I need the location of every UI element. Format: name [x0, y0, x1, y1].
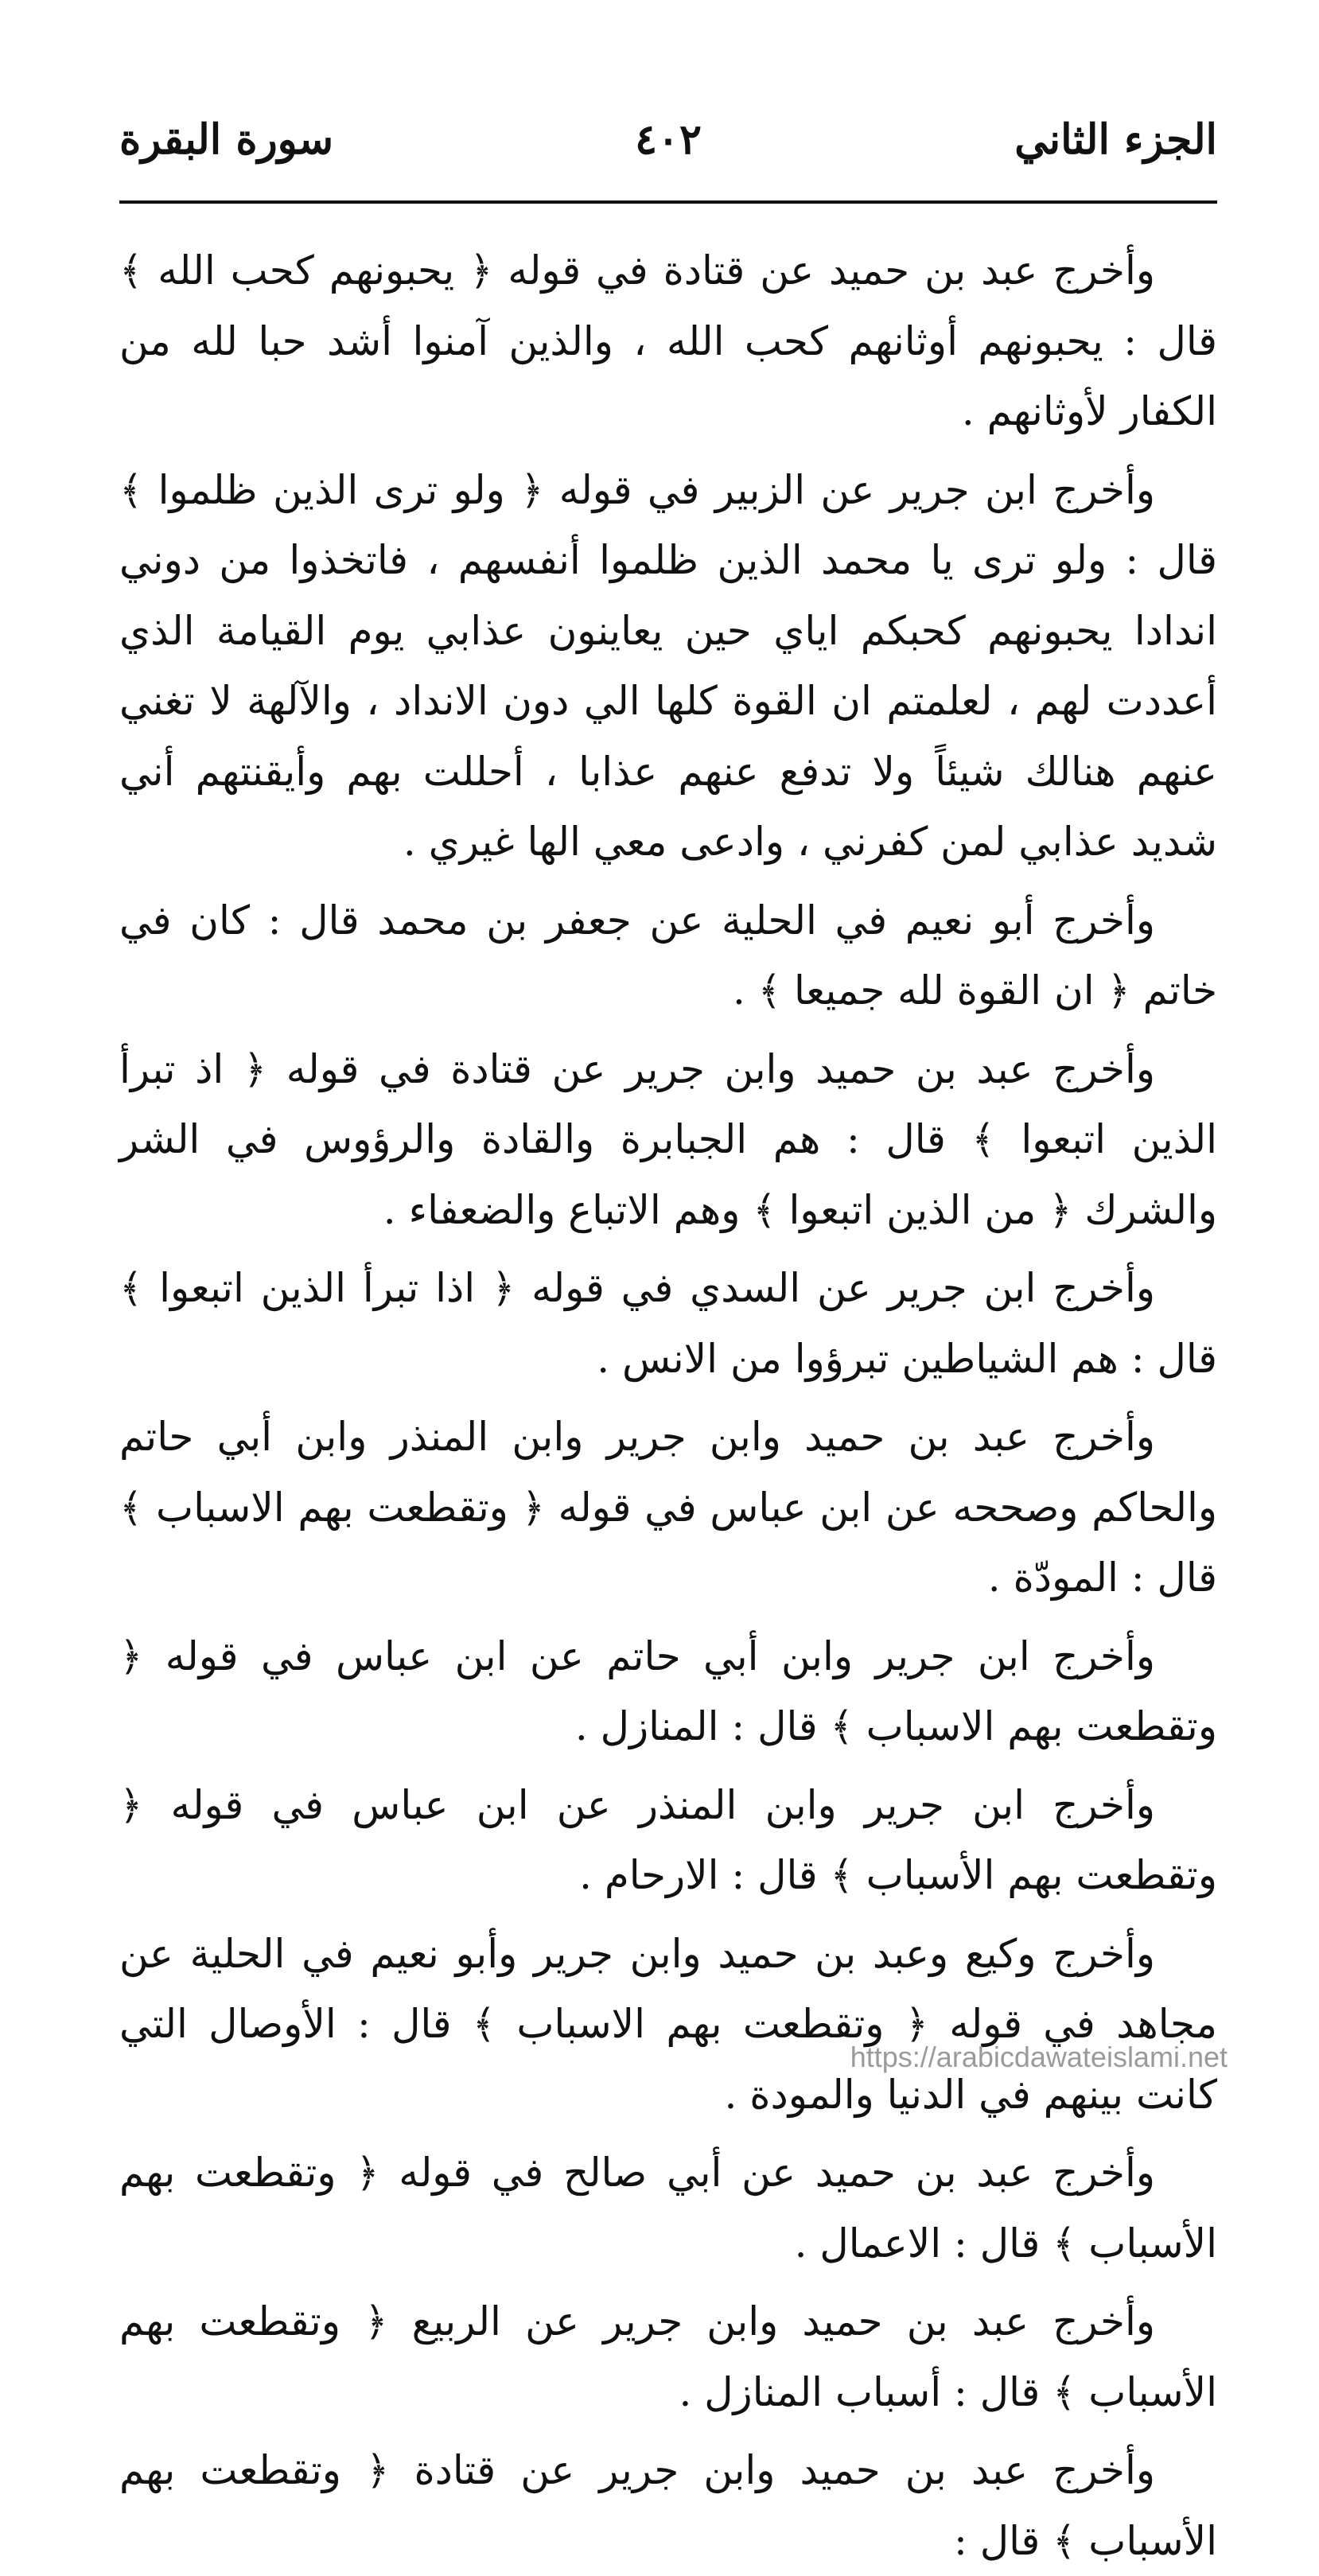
paragraph: وأخرج ابن جرير وابن أبي حاتم عن ابن عباس في قوله ﴿ وتقطعت بهم الاسباب ﴾ قال : المنازل . [119, 1632, 1217, 1749]
paragraph: وأخرج عبد بن حميد وابن جرير وابن المنذر وابن أبي حاتم والحاكم وصححه عن ابن عباس في قوله ﴿ وتقطعت بهم الاسباب ﴾ قال : المودّة . [119, 1414, 1217, 1601]
paragraph: وأخرج أبو نعيم في الحلية عن جعفر بن محمد قال : كان في خاتم ﴿ ان القوة لله جميعا ﴾ . [119, 897, 1217, 1014]
header-rule [119, 200, 1217, 204]
paragraph: وأخرج ابن جرير عن الزبير في قوله ﴿ ولو ترى الذين ظلموا ﴾ قال : ولو ترى يا محمد الذين ظلموا أنفسهم ، فاتخذوا من دوني اندادا يحبونهم كحبكم اياي حين يعاينون عذابي يوم القيامة الذي أعددت لهم ، لعلمتم ان القوة كلها الي دون الانداد ، والآلهة لا تغني عنهم هنالك شيئاً ولا تدفع عنهم عذابا ، أحللت بهم وأيقنتهم أني شديد عذابي لمن كفرني ، وادعى معي الها غيري . [119, 466, 1217, 865]
page-body [119, 235, 1217, 2576]
paragraph: وأخرج عبد بن حميد وابن جرير عن قتادة في قوله ﴿ اذ تبرأ الذين اتبعوا ﴾ قال : هم الجبابرة والقادة والرؤوس في الشر والشرك ﴿ من الذين اتبعوا ﴾ وهم الاتباع والضعفاء . [119, 1045, 1217, 1233]
page-number: ٤٠٢ [635, 115, 702, 164]
paragraph: وأخرج عبد بن حميد عن قتادة في قوله ﴿ يحبونهم كحب الله ﴾ قال : يحبونهم أوثانهم كحب الله ، والذين آمنوا أشد حبا لله من الكفار لأوثانهم . [119, 247, 1217, 434]
paragraph: وأخرج ابن جرير وابن المنذر عن ابن عباس في قوله ﴿ وتقطعت بهم الأسباب ﴾ قال : الارحام . [119, 1781, 1217, 1898]
surah-title: سورة البقرة [119, 115, 334, 164]
paragraph: وأخرج وكيع وعبد بن حميد وابن جرير وأبو نعيم في الحلية عن مجاهد في قوله ﴿ وتقطعت بهم الاسباب ﴾ قال : الأوصال التي كانت بينهم في الدنيا والمودة . [119, 1930, 1217, 2118]
watermark-url: https://arabicdawateislami.net [850, 2041, 1228, 2073]
paragraph: وأخرج عبد بن حميد وابن جرير عن قتادة ﴿ وتقطعت بهم الأسباب ﴾ قال : [119, 2447, 1217, 2564]
volume-title: الجزء الثاني [1014, 115, 1217, 164]
page-header [119, 95, 1217, 183]
paragraph: وأخرج ابن جرير عن السدي في قوله ﴿ اذا تبرأ الذين اتبعوا ﴾ قال : هم الشياطين تبرؤوا من الانس . [119, 1265, 1217, 1382]
paragraph: وأخرج عبد بن حميد عن أبي صالح في قوله ﴿ وتقطعت بهم الأسباب ﴾ قال : الاعمال . [119, 2150, 1217, 2267]
paragraph: وأخرج عبد بن حميد وابن جرير عن الربيع ﴿ وتقطعت بهم الأسباب ﴾ قال : أسباب المنازل . [119, 2298, 1217, 2415]
